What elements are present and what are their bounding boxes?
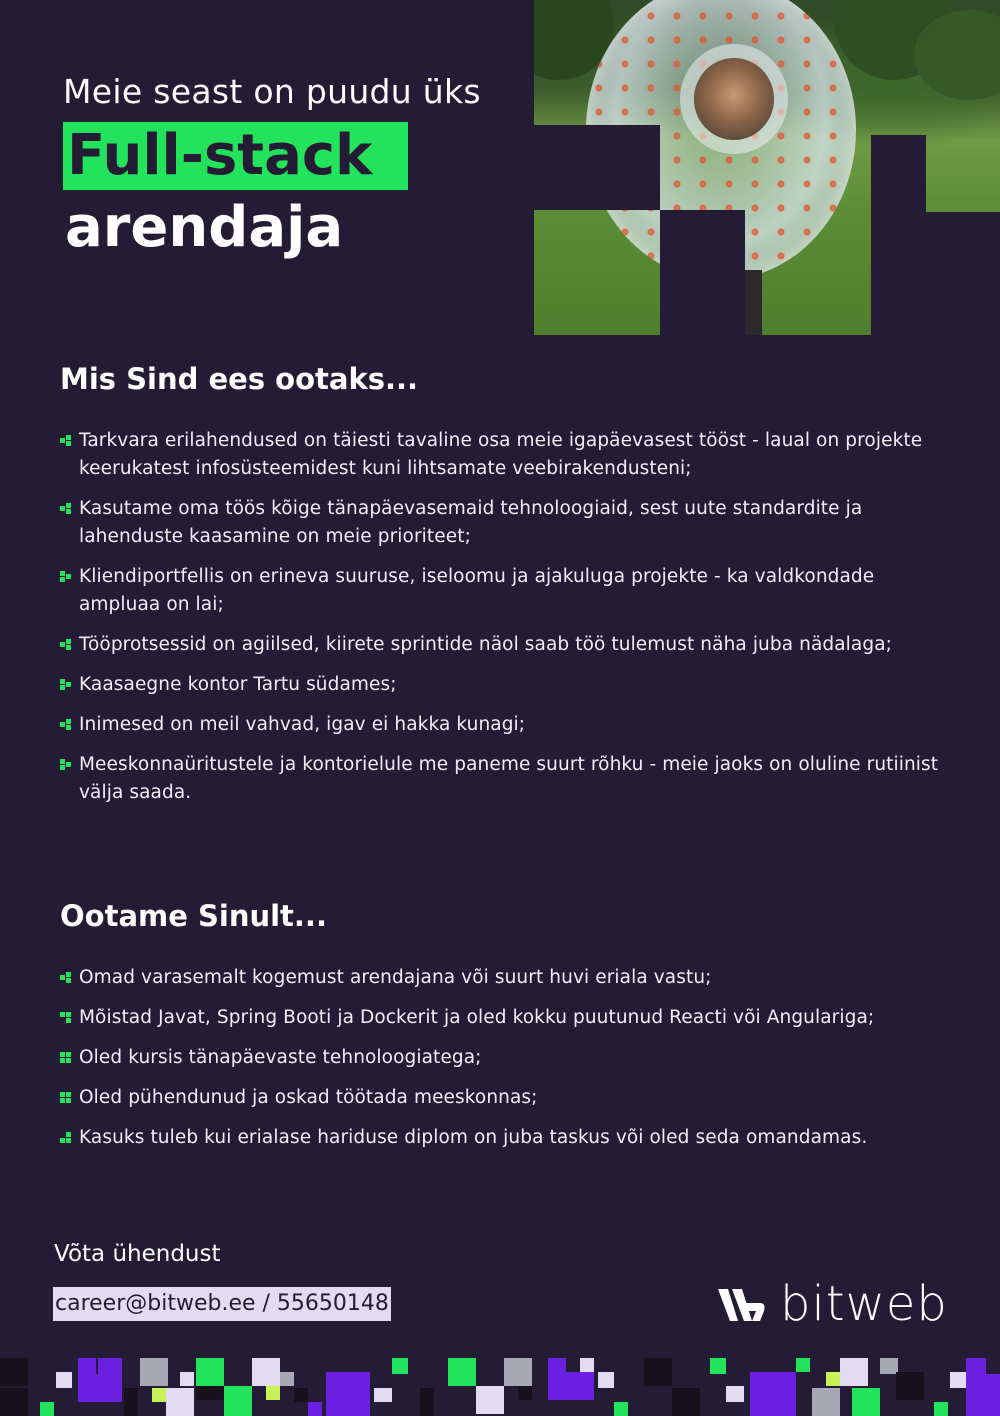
contact-email-phone[interactable]: career@bitweb.ee / 55650148 xyxy=(53,1287,391,1321)
pixel-block xyxy=(40,1402,54,1416)
pixel-block xyxy=(934,1402,948,1416)
pixel-block xyxy=(56,1372,72,1388)
list-item: Oled pühendunud ja oskad töötada meeskonnas; xyxy=(60,1084,960,1112)
list-item: Mõistad Javat, Spring Booti ja Dockerit ja oled kokku puutunud Reacti või Angulariga; xyxy=(60,1004,960,1032)
pixel-bullet-icon xyxy=(60,1012,71,1023)
list-item: Oled kursis tänapäevaste tehnoloogiatega; xyxy=(60,1044,960,1072)
pixel-block xyxy=(726,1386,744,1402)
list-item: Omad varasemalt kogemust arendajana või suurt huvi eriala vastu; xyxy=(60,964,960,992)
pixel-block xyxy=(0,1388,28,1416)
pixel-block xyxy=(840,1358,868,1386)
pixel-block xyxy=(0,1358,28,1386)
pixel-block xyxy=(750,1372,796,1416)
pixel-bullet-icon xyxy=(60,719,71,730)
pixel-block xyxy=(580,1358,594,1372)
pixel-block xyxy=(880,1358,898,1374)
pixel-block xyxy=(420,1388,434,1416)
pixel-block xyxy=(598,1372,614,1388)
pixel-bullet-icon xyxy=(60,1092,71,1103)
intro-text: Meie seast on puudu üks xyxy=(63,72,481,111)
list-item: Kasuks tuleb kui erialase hariduse diplom on juba taskus või oled seda omandamas. xyxy=(60,1124,960,1152)
pixel-block xyxy=(476,1386,504,1414)
pixel-block xyxy=(672,1388,700,1416)
pixel-block xyxy=(98,1358,122,1374)
pixel-block xyxy=(392,1358,408,1374)
pixel-block xyxy=(266,1386,280,1400)
list-item: Kasutame oma töös kõige tänapäevasemaid tehnoloogiaid, sest uute standardite ja lahenduste kaasamine on meie prioriteet; xyxy=(60,495,950,551)
pixel-block xyxy=(896,1372,924,1400)
job-title: arendaja xyxy=(65,195,344,260)
section-heading-requirements: Ootame Sinult... xyxy=(60,899,327,933)
pixel-block xyxy=(196,1386,224,1400)
pixel-block xyxy=(166,1388,194,1416)
pixel-bullet-icon xyxy=(60,571,71,582)
pixel-bullet-icon xyxy=(60,972,71,983)
list-item: Meeskonnaüritustele ja kontorielule me paneme suurt rõhku - meie jaoks on oluline rutiinist välja saada. xyxy=(60,751,950,807)
pixel-block xyxy=(78,1358,96,1374)
pixel-block xyxy=(710,1358,726,1374)
contact-label: Võta ühendust xyxy=(54,1241,221,1267)
pixel-bullet-icon xyxy=(60,1132,71,1143)
bitweb-logo-icon xyxy=(716,1280,768,1330)
pixel-block xyxy=(966,1374,1000,1416)
pixel-block xyxy=(504,1358,532,1386)
offer-list xyxy=(60,427,950,807)
pixel-pattern-decoration xyxy=(0,1358,1000,1416)
pixel-block xyxy=(566,1372,594,1400)
pixel-bullet-icon xyxy=(60,759,71,770)
list-item: Inimesed on meil vahvad, igav ei hakka kunagi; xyxy=(60,711,950,739)
list-item: Kaasaegne kontor Tartu südames; xyxy=(60,671,950,699)
pixel-block xyxy=(78,1374,122,1402)
pixel-block xyxy=(196,1358,224,1386)
pixel-block xyxy=(326,1372,370,1416)
pixel-block xyxy=(950,1372,966,1388)
pixel-block xyxy=(308,1402,322,1416)
pixel-block xyxy=(252,1358,280,1386)
pixel-block xyxy=(280,1372,294,1386)
requirements-list xyxy=(60,964,960,1152)
pixel-block xyxy=(224,1386,252,1416)
pixel-block xyxy=(644,1358,672,1386)
section-heading-offer: Mis Sind ees ootaks... xyxy=(60,362,419,396)
person-face xyxy=(694,58,774,140)
pixel-block xyxy=(614,1402,628,1416)
pixel-block xyxy=(966,1358,986,1374)
bubble-football-photo xyxy=(534,0,1000,335)
list-item: Kliendiportfellis on erineva suuruse, iseloomu ja ajakuluga projekte - ka valdkondade ampluaa on lai; xyxy=(60,563,950,619)
pixel-block xyxy=(518,1386,532,1400)
pixel-block xyxy=(140,1358,168,1386)
list-item: Tarkvara erilahendused on täiesti tavaline osa meie igapäevasest tööst - laual on projekte keerukatest infosüsteemidest kuni lihtsamate veebirakendusteni; xyxy=(60,427,950,483)
pixel-block xyxy=(374,1388,392,1402)
pixel-block xyxy=(448,1358,476,1386)
pixel-block xyxy=(812,1388,840,1416)
pixel-block xyxy=(152,1388,166,1402)
pixel-block xyxy=(180,1372,194,1386)
pixel-bullet-icon xyxy=(60,639,71,650)
pixel-block xyxy=(796,1358,810,1372)
list-item: Tööprotsessid on agiilsed, kiirete sprintide näol saab töö tulemust näha juba nädalaga; xyxy=(60,631,950,659)
pixel-block xyxy=(548,1358,566,1400)
brand-name: bitweb xyxy=(780,1276,948,1332)
job-title-highlight: Full-stack xyxy=(63,122,408,190)
pixel-bullet-icon xyxy=(60,679,71,690)
pixel-block xyxy=(124,1388,138,1416)
pixel-block xyxy=(852,1388,880,1416)
pixel-bullet-icon xyxy=(60,435,71,446)
pixel-bullet-icon xyxy=(60,1052,71,1063)
pixel-block xyxy=(294,1388,308,1402)
pixel-bullet-icon xyxy=(60,503,71,514)
pixel-block xyxy=(826,1372,840,1386)
